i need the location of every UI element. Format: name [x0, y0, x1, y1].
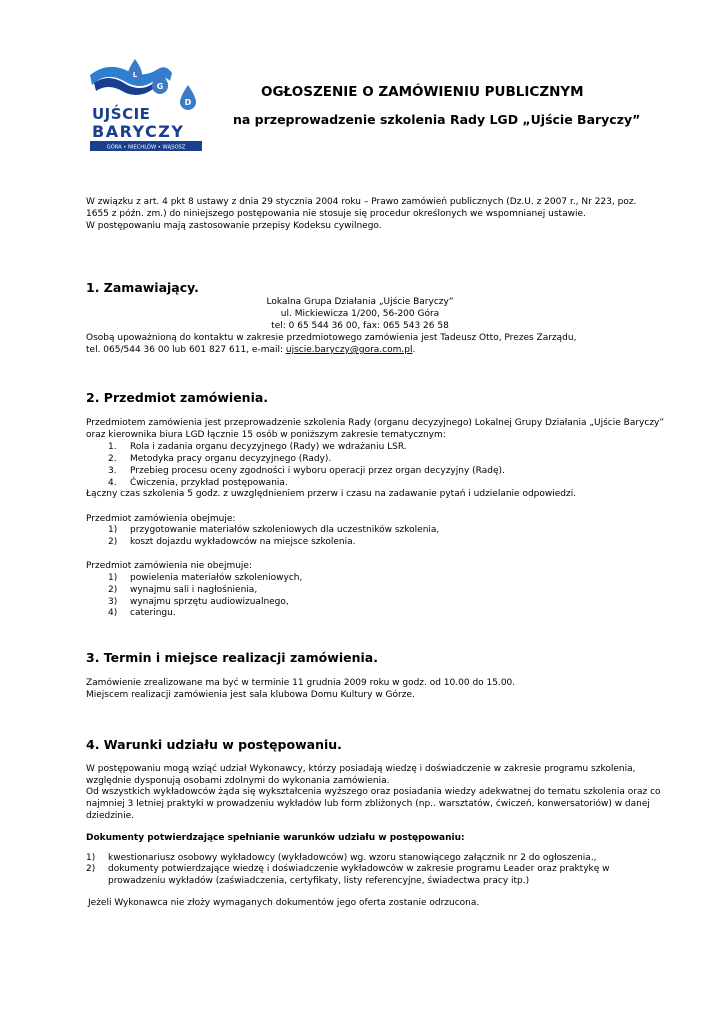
section-1-heading: 1. Zamawiający. — [86, 280, 199, 295]
contact-line-1: Osobą upoważnioną do kontaktu w zakresie przedmiotowego zamówienia jest Tadeusz Otto, Prezes Zarządu, — [86, 333, 577, 343]
documents-heading: Dokumenty potwierdzające spełnianie warunków udziału w postępowaniu: — [86, 833, 465, 843]
final-note: Jeżeli Wykonawca nie złoży wymaganych dokumentów jego oferta zostanie odrzucona. — [88, 898, 480, 908]
item-text: dokumenty potwierdzające wiedzę i doświadczenie wykładowców w zakresie programu Leader oraz praktykę w — [108, 864, 610, 874]
item-text: kwestionariusz osobowy wykładowcy (wykładowców) wg. wzoru stanowiącego załącznik nr 2 do ogłoszenia., — [108, 853, 597, 863]
logo-name-line2: BARYCZY — [92, 122, 185, 141]
term-line-1: Zamówienie zrealizowane ma być w terminie 11 grudnia 2009 roku w godz. od 10.00 do 15.00. — [86, 678, 516, 688]
logo-letter-d: D — [184, 98, 192, 107]
conditions-line-1: W postępowaniu mogą wziąć udział Wykonawcy, którzy posiadają wiedzę i doświadczenie w zakresie programu szkolenia, — [86, 764, 636, 774]
item-number: 3) — [108, 597, 118, 607]
includes-label: Przedmiot zamówienia obejmuje: — [86, 514, 236, 524]
item-number: 1) — [108, 573, 118, 583]
topic-number: 1. — [108, 442, 117, 452]
item-number: 2) — [86, 864, 96, 874]
conditions-line-4: najmniej 3 letniej praktyki w prowadzeniu wykładów lub form zbliżonych (np.. warsztatów, ćwiczeń, konwersatoriów) w danej — [86, 799, 650, 809]
topic-text: Ćwiczenia, przykład postępowania. — [130, 478, 288, 488]
excludes-label: Przedmiot zamówienia nie obejmuje: — [86, 561, 252, 571]
contractor-name: Lokalna Grupa Działania „Ujście Baryczy” — [266, 297, 454, 307]
contact-suffix: . — [412, 345, 416, 355]
topic-number: 2. — [108, 454, 117, 464]
topic-text: Rola i zadania organu decyzyjnego (Rady) we wdrażaniu LSR. — [130, 442, 407, 452]
subject-line-2: oraz kierownika biura LGD łącznie 15 osób w poniższym zakresie tematycznym: — [86, 430, 446, 440]
item-number: 4) — [108, 608, 118, 618]
topic-number: 3. — [108, 466, 117, 476]
item-text: koszt dojazdu wykładowców na miejsce szkolenia. — [130, 537, 356, 547]
topic-text: Przebieg procesu oceny zgodności i wyboru operacji przez organ decyzyjny (Radę). — [130, 466, 505, 476]
intro-line-1: W związku z art. 4 pkt 8 ustawy z dnia 29 stycznia 2004 roku – Prawo zamówień publicznych (Dz.U. z 2007 r., Nr 223, poz. — [86, 197, 637, 207]
contractor-phone: tel: 0 65 544 36 00, fax: 065 543 26 58 — [271, 321, 449, 331]
intro-line-2: 1655 z późn. zm.) do niniejszego postępowania nie stosuje się procedur określonych we wspomnianej ustawie. — [86, 209, 586, 219]
item-number: 1) — [108, 525, 118, 535]
section-2-heading: 2. Przedmiot zamówienia. — [86, 390, 269, 405]
logo-graphic — [88, 55, 206, 155]
conditions-line-2: względnie dysponują osobami zdolnymi do wykonania zamówienia. — [86, 776, 390, 786]
item-number: 2) — [108, 537, 118, 547]
item-text: cateringu. — [130, 608, 176, 618]
subject-line-1: Przedmiotem zamówienia jest przeprowadzenie szkolenia Rady (organu decyzyjnego) Lokalnej Grupy Działania „Ujście Baryczy” — [86, 418, 665, 428]
conditions-line-5: dziedzinie. — [86, 811, 135, 821]
logo-subtitle: GÓRA • NIECHLÓW • WĄSOSZ — [106, 144, 186, 151]
item-text: powielenia materiałów szkoleniowych, — [130, 573, 303, 583]
contractor-address: ul. Mickiewicza 1/200, 56-200 Góra — [280, 309, 440, 319]
email-link[interactable]: ujscie.baryczy@gora.com.pl — [285, 345, 413, 355]
contact-phone-text: tel. 065/544 36 00 lub 601 827 611, e-mail: — [86, 345, 286, 355]
intro-line-3: W postępowaniu mają zastosowanie przepisy Kodeksu cywilnego. — [86, 221, 382, 231]
term-line-2: Miejscem realizacji zamówienia jest sala klubowa Domu Kultury w Górze. — [86, 690, 415, 700]
page-subtitle: na przeprowadzenie szkolenia Rady LGD „Ujście Baryczy” — [233, 112, 641, 127]
item-text: wynajmu sprzętu audiowizualnego, — [130, 597, 289, 607]
page-title: OGŁOSZENIE O ZAMÓWIENIU PUBLICZNYM — [261, 84, 584, 100]
section-4-heading: 4. Warunki udziału w postępowaniu. — [86, 737, 342, 752]
contact-line-2 — [86, 345, 415, 356]
section-3-heading: 3. Termin i miejsce realizacji zamówienia. — [86, 650, 378, 665]
topic-number: 4. — [108, 478, 117, 488]
item-text: przygotowanie materiałów szkoleniowych dla uczestników szkolenia, — [130, 525, 440, 535]
logo-letter-g: G — [156, 82, 164, 91]
item-number: 2) — [108, 585, 118, 595]
logo-letter-l: L — [132, 71, 138, 79]
item-number: 1) — [86, 853, 96, 863]
topic-text: Metodyka pracy organu decyzyjnego (Rady). — [130, 454, 332, 464]
logo-name-line1: UJŚCIE — [92, 105, 151, 123]
logo — [88, 55, 206, 155]
item-text: wynajmu sali i nagłośnienia, — [130, 585, 258, 595]
conditions-line-3: Od wszystkich wykładowców żąda się wykształcenia wyższego oraz posiadania wiedzy adekwatnej do tematu szkolenia oraz co — [86, 787, 661, 797]
document-item-2-cont: prowadzeniu wykładów (zaświadczenia, certyfikaty, listy referencyjne, świadectwa pracy itp.) — [108, 876, 530, 886]
training-time: Łączny czas szkolenia 5 godz. z uwzględnieniem przerw i czasu na zadawanie pytań i udzielanie odpowiedzi. — [86, 489, 577, 499]
